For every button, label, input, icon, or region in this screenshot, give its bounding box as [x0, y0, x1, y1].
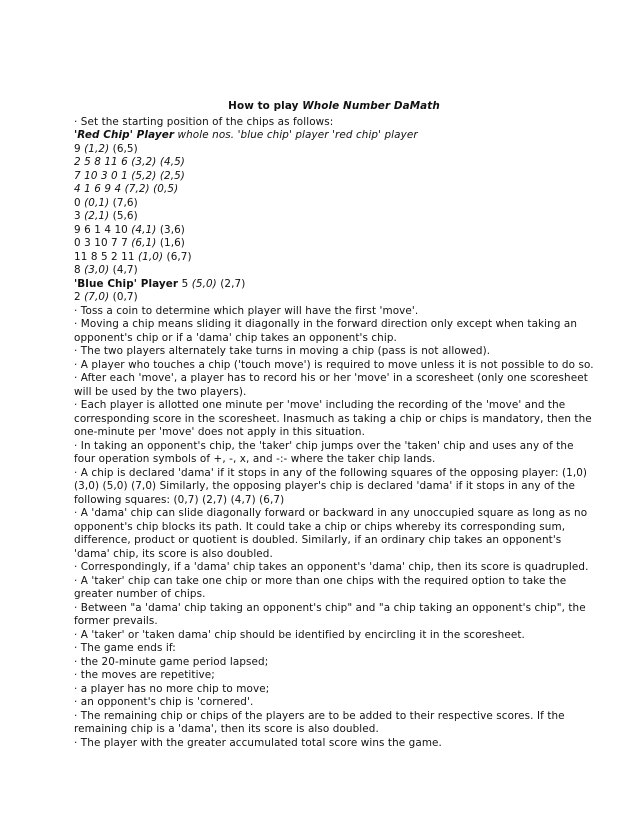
blue-header — [74, 278, 594, 292]
row-red-coord: (0,7) — [109, 291, 138, 303]
position-row — [74, 224, 594, 238]
blue-position-rows — [74, 291, 594, 305]
rule-item: · A chip is declared 'dama' if it stops in any of the following squares of the opposing player: (1,0) (3,0) (5,0) (7,0) Similarly, the opposing player's chip is declared 'dama' if it stops in any of the following squares: (0,7) (2,7) (4,7) (6,7) — [74, 466, 588, 506]
rules-list — [74, 305, 594, 751]
position-row — [74, 210, 594, 224]
title-italic: Whole Number DaMath — [302, 100, 440, 112]
position-row — [74, 156, 594, 170]
setup-intro: · Set the starting position of the chips as follows: — [74, 115, 334, 128]
rule-item: · After each 'move', a player has to record his or her 'move' in a scoresheet (only one scoresheet will be used by the two players). — [74, 372, 588, 398]
row-numbers: 9 6 1 4 10 — [74, 223, 132, 236]
row-blue-coord: (0,5) — [149, 183, 179, 195]
row-red-coord: (1,2) — [84, 142, 110, 155]
page-title — [74, 100, 594, 114]
position-row — [74, 291, 594, 305]
rule-item: · Between "a 'dama' chip taking an opponent's chip" and "a chip taking an opponent's chip", the former prevails. — [74, 601, 586, 627]
position-row — [74, 251, 594, 265]
red-header-rest: whole nos. 'blue chip' player 'red chip' player — [174, 129, 418, 141]
row-numbers: 11 8 5 2 11 — [74, 250, 138, 263]
rule-item: · A 'taker' or 'taken dama' chip should be identified by encircling it in the scoresheet. — [74, 628, 525, 641]
position-row — [74, 237, 594, 251]
rule-item: · the moves are repetitive; — [74, 669, 215, 681]
row-numbers: 8 — [74, 264, 85, 276]
row-red-coord: (5,2) — [131, 169, 157, 182]
rule-item: · a player has no more chip to move; — [74, 682, 270, 695]
position-row — [74, 143, 594, 157]
row-red-coord: (6,1) — [131, 237, 157, 249]
row-blue-coord: (7,6) — [109, 196, 138, 209]
rule-item: · Toss a coin to determine which player will have the first 'move'. — [74, 304, 419, 317]
red-player-name: 'Red Chip' Player — [74, 129, 175, 141]
row-blue-coord: (3,6) — [156, 223, 185, 236]
row-numbers: 7 10 3 0 1 — [74, 169, 132, 182]
position-row — [74, 197, 594, 211]
row-blue-coord: (1,6) — [156, 237, 185, 249]
row-blue-coord: (6,5) — [109, 142, 138, 155]
blue-header-plain: 5 — [178, 277, 192, 290]
blue-header-italic: (5,0) — [191, 277, 217, 290]
rule-item: · The two players alternately take turns in moving a chip (pass is not allowed). — [74, 345, 491, 357]
rule-item: · A 'taker' chip can take one chip or more than one chips with the required option to take the greater number of chips. — [74, 574, 567, 600]
document-page — [74, 100, 594, 750]
row-red-coord: (3,0) — [84, 264, 110, 276]
rule-item: · Moving a chip means sliding it diagonally in the forward direction only except when taking an opponent's chip or if a 'dama' chip takes an opponent's chip. — [74, 318, 578, 344]
title-main: How to play — [228, 100, 303, 112]
blue-header-tail: (2,7) — [216, 277, 246, 290]
blue-player-name: 'Blue Chip' Player — [74, 277, 179, 290]
row-numbers: 0 — [74, 196, 85, 209]
row-blue-coord: (4,5) — [156, 156, 185, 168]
row-blue-coord: (6,7) — [163, 250, 192, 263]
row-red-coord: (4,1) — [131, 223, 157, 236]
red-header — [74, 129, 594, 143]
position-row — [74, 183, 594, 197]
row-numbers: 4 1 6 9 4 — [74, 183, 125, 195]
rule-item: · The remaining chip or chips of the players are to be added to their respective scores. If the remaining chip is a 'dama', then its score is also doubled. — [74, 709, 565, 735]
row-red-coord: (3,2) — [131, 156, 157, 168]
rule-item: · The player with the greater accumulated total score wins the game. — [74, 736, 442, 749]
rule-item: · A 'dama' chip can slide diagonally forward or backward in any unoccupied square as long as no opponent's chip blocks its path. It could take a chip or chips whereby its corresponding sum, difference, product or quotient is doubled. Similarly, if an ordinary chip takes an opponent's 'dama' chip, its score is also doubled. — [74, 507, 588, 560]
position-row — [74, 170, 594, 184]
row-red-coord: (2,1) — [84, 210, 110, 222]
row-numbers: 2 5 8 11 6 — [74, 156, 132, 168]
row-blue-coord: (4,7) — [109, 264, 138, 276]
rule-item: · The game ends if: — [74, 642, 176, 654]
rule-item: · an opponent's chip is 'cornered'. — [74, 696, 254, 708]
row-numbers: 2 — [74, 291, 85, 303]
row-blue-coord: (7,0) — [84, 291, 110, 303]
row-red-coord: (1,0) — [138, 250, 164, 263]
rule-item: · the 20-minute game period lapsed; — [74, 655, 269, 668]
red-position-rows — [74, 143, 594, 278]
row-numbers: 9 — [74, 142, 85, 155]
rule-item: · A player who touches a chip ('touch move') is required to move unless it is not possible to do so. — [74, 358, 594, 371]
row-blue-coord: (5,6) — [109, 210, 138, 222]
row-numbers: 3 — [74, 210, 85, 222]
row-red-coord: (0,1) — [84, 196, 110, 209]
rule-item: · In taking an opponent's chip, the 'taker' chip jumps over the 'taken' chip and uses any of the four operation symbols of +, -, x, and -:- where the taker chip lands. — [74, 439, 574, 465]
position-row — [74, 264, 594, 278]
rule-item: · Correspondingly, if a 'dama' chip takes an opponent's 'dama' chip, then its score is quadrupled. — [74, 561, 589, 573]
row-numbers: 0 3 10 7 7 — [74, 237, 132, 249]
row-red-coord: (7,2) — [124, 183, 150, 195]
row-blue-coord: (2,5) — [156, 169, 185, 182]
rule-item: · Each player is allotted one minute per 'move' including the recording of the 'move' and the corresponding score in the scoresheet. Inasmuch as taking a chip or chips is mandatory, then the one-minute per 'move' does not apply in this situation. — [74, 399, 592, 438]
